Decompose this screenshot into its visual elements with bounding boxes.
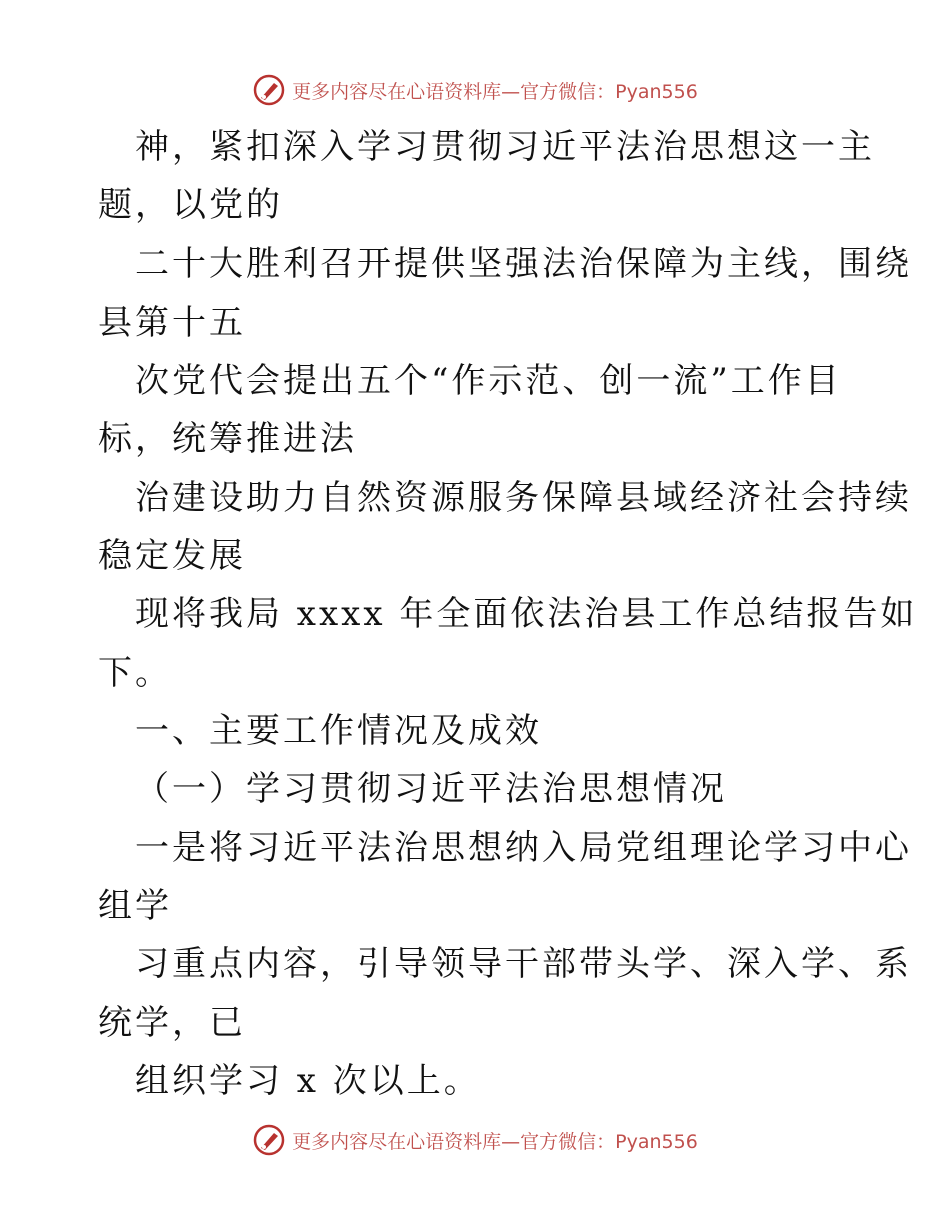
footer-watermark-text: 更多内容尽在心语资料库—官方微信：Pyan556 xyxy=(292,1130,698,1153)
subsection-heading: （一）学习贯彻习近平法治思想情况 xyxy=(135,769,727,809)
body-line: 统学，已 xyxy=(98,1003,246,1043)
header-watermark xyxy=(0,70,950,110)
body-line: 一是将习近平法治思想纳入局党组理论学习中心 xyxy=(135,828,912,868)
body-line: 神，紧扣深入学习贯彻习近平法治思想这一主 xyxy=(135,127,875,167)
section-heading: 一、主要工作情况及成效 xyxy=(135,711,542,751)
body-line: 下。 xyxy=(98,653,172,693)
body-line: 二十大胜利召开提供坚强法治保障为主线，围绕 xyxy=(135,244,912,284)
body-line: 县第十五 xyxy=(98,303,246,343)
header-watermark-text: 更多内容尽在心语资料库—官方微信：Pyan556 xyxy=(292,80,698,103)
footer-watermark xyxy=(0,1120,950,1160)
body-line: 题，以党的 xyxy=(98,185,283,225)
pen-nib-logo-icon xyxy=(252,1123,286,1157)
body-line: 次党代会提出五个“作示范、创一流”工作目 xyxy=(135,361,842,401)
body-line: 现将我局 xxxx 年全面依法治县工作总结报告如 xyxy=(135,594,918,634)
body-line: 组织学习 x 次以上。 xyxy=(135,1061,481,1101)
body-line: 组学 xyxy=(98,886,172,926)
body-line: 稳定发展 xyxy=(98,536,246,576)
body-line: 治建设助力自然资源服务保障县域经济社会持续 xyxy=(135,478,912,518)
body-line: 习重点内容，引导领导干部带头学、深入学、系 xyxy=(135,944,912,984)
pen-nib-logo-icon xyxy=(252,73,286,107)
body-line: 标，统筹推进法 xyxy=(98,419,357,459)
